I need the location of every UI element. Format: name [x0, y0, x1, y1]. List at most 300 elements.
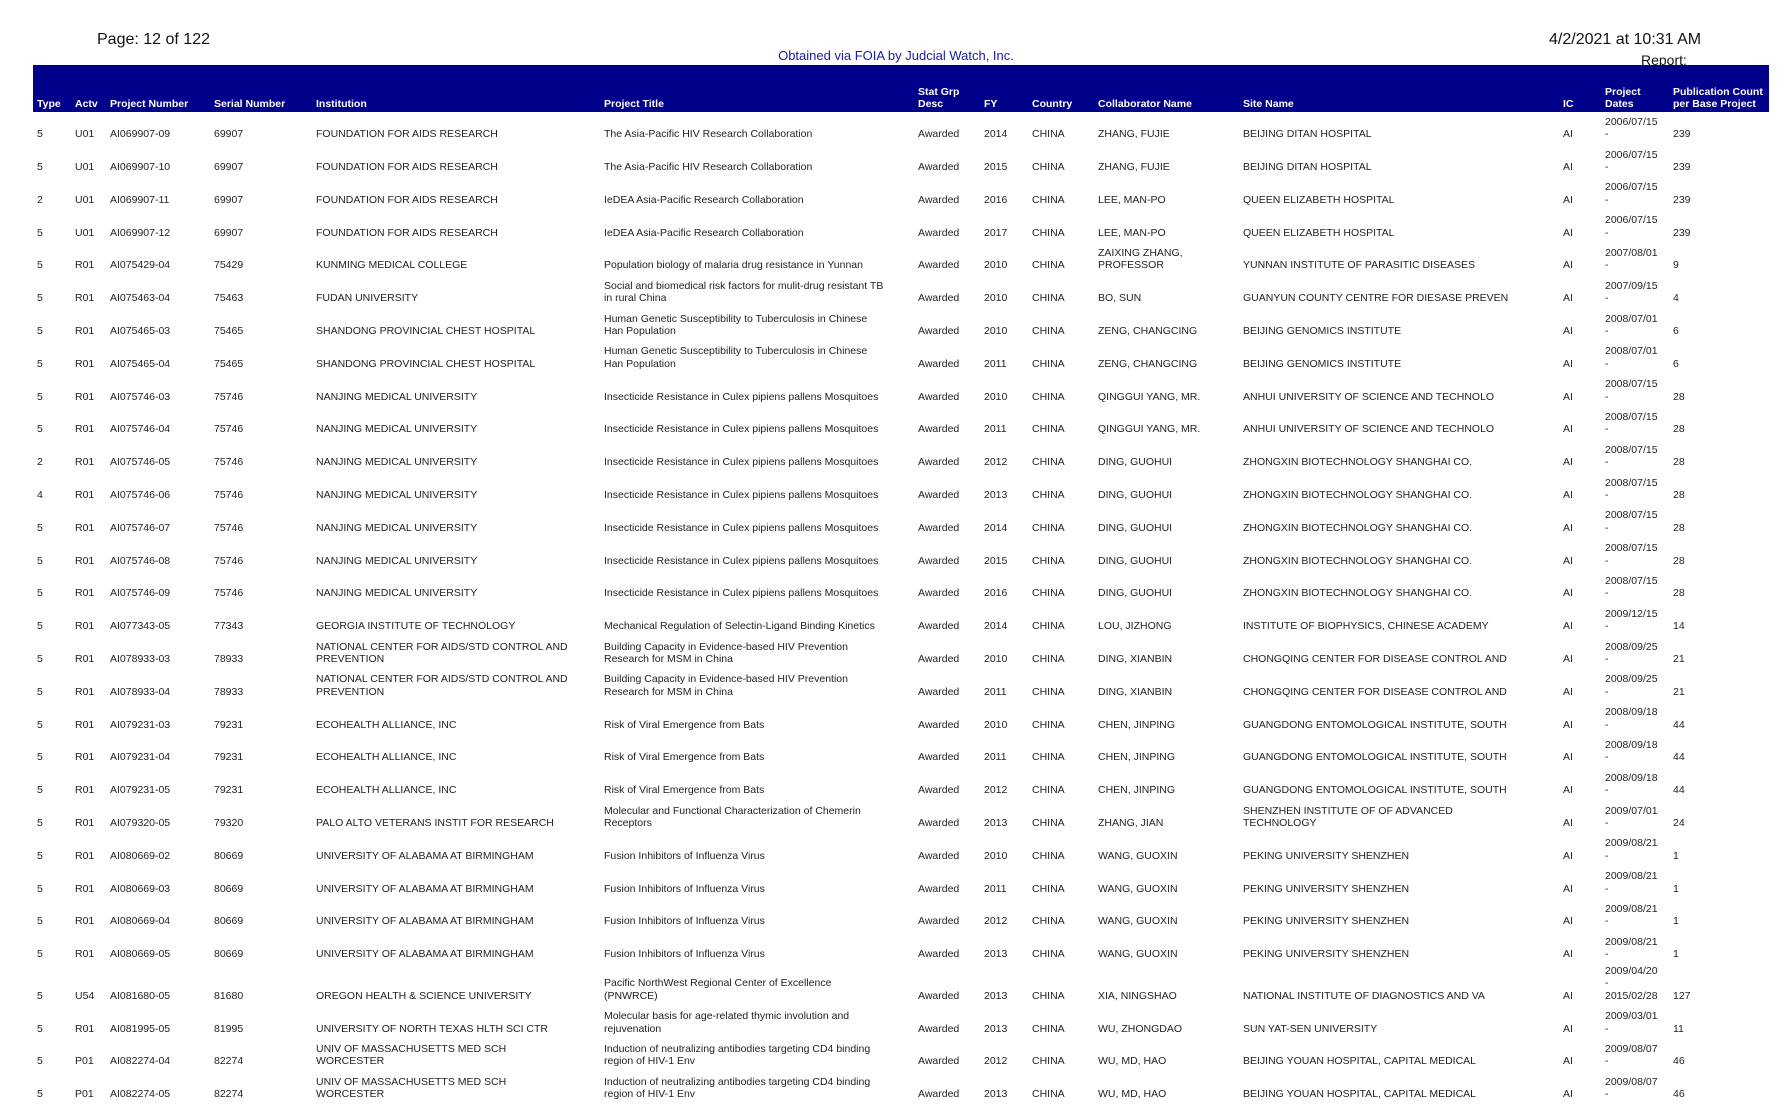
table-row: [33, 342, 1769, 375]
country-cell: CHINA: [1032, 784, 1065, 797]
country-cell: CHINA: [1032, 653, 1065, 666]
site-name-cell: GUANYUN COUNTY CENTRE FOR DIESASE PREVEN: [1243, 292, 1509, 305]
project-dates-cell: 2008/07/15 -: [1605, 378, 1658, 403]
institution-cell: ECOHEALTH ALLIANCE, INC: [316, 751, 457, 764]
project-dates-cell: 2009/08/07 -: [1605, 1075, 1658, 1101]
type-cell: 5: [37, 587, 43, 600]
serial-number-cell: 77343: [214, 620, 244, 633]
collaborator-cell: CHEN, JINPING: [1098, 751, 1176, 764]
ic-cell: AI: [1563, 620, 1573, 633]
collaborator-cell: DING, XIANBIN: [1098, 653, 1173, 666]
publication-count-cell: 28: [1673, 489, 1685, 502]
activity-cell: R01: [75, 357, 95, 370]
ic-cell: AI: [1563, 718, 1573, 731]
project-title-cell: Molecular and Functional Characterization of Chemerin Receptors: [604, 804, 861, 830]
fiscal-year-cell: 2011: [984, 685, 1007, 698]
type-cell: 5: [37, 259, 43, 272]
status-cell: Awarded: [918, 1022, 960, 1035]
project-title-cell: IeDEA Asia-Pacific Research Collaboration: [604, 226, 804, 239]
type-cell: 5: [37, 784, 43, 797]
project-dates-cell: 2008/09/18 -: [1605, 738, 1658, 764]
site-name-cell: PEKING UNIVERSITY SHENZHEN: [1243, 948, 1410, 961]
type-cell: 5: [37, 390, 43, 403]
country-cell: CHINA: [1032, 456, 1065, 469]
status-cell: Awarded: [918, 259, 960, 272]
serial-number-cell: 79231: [214, 751, 244, 764]
type-cell: 5: [37, 226, 43, 239]
site-name-cell: SHENZHEN INSTITUTE OF OF ADVANCED TECHNOLOGY: [1243, 804, 1453, 830]
fiscal-year-cell: 2011: [984, 357, 1007, 370]
project-dates-cell: 2007/08/01 -: [1605, 246, 1658, 272]
project-dates-cell: 2008/07/15 -: [1605, 476, 1658, 502]
table-row: [33, 178, 1769, 211]
type-cell: 5: [37, 423, 43, 436]
site-name-cell: ANHUI UNIVERSITY OF SCIENCE AND TECHNOLO: [1243, 390, 1495, 403]
ic-cell: AI: [1563, 587, 1573, 600]
project-number-cell: AI075463-04: [110, 292, 171, 305]
table-row: [33, 210, 1769, 243]
type-cell: 5: [37, 1055, 43, 1068]
collaborator-cell: ZHANG, FUJIE: [1098, 161, 1170, 174]
publication-count-cell: 1: [1673, 915, 1679, 928]
project-dates-cell: 2008/07/15 -: [1605, 443, 1658, 469]
activity-cell: U01: [75, 193, 95, 206]
status-cell: Awarded: [918, 587, 960, 600]
publication-count-cell: 239: [1673, 128, 1691, 141]
ic-cell: AI: [1563, 161, 1573, 174]
institution-cell: UNIV OF MASSACHUSETTS MED SCH WORCESTER: [316, 1042, 507, 1068]
project-number-cell: AI080669-04: [110, 915, 171, 928]
fiscal-year-cell: 2012: [984, 915, 1008, 928]
ic-cell: AI: [1563, 817, 1573, 830]
publication-count-cell: 21: [1673, 653, 1685, 666]
collaborator-cell: WU, MD, HAO: [1098, 1088, 1167, 1101]
ic-cell: AI: [1563, 292, 1573, 305]
site-name-cell: ZHONGXIN BIOTECHNOLOGY SHANGHAI CO.: [1243, 489, 1473, 502]
project-number-cell: AI075746-03: [110, 390, 171, 403]
project-number-cell: AI082274-04: [110, 1055, 171, 1068]
activity-cell: R01: [75, 882, 95, 895]
type-cell: 2: [37, 193, 43, 206]
status-cell: Awarded: [918, 456, 960, 469]
table-row: [33, 309, 1769, 342]
serial-number-cell: 69907: [214, 226, 244, 239]
activity-cell: R01: [75, 423, 95, 436]
project-dates-cell: 2008/09/25 -: [1605, 673, 1658, 698]
fiscal-year-cell: 2016: [984, 193, 1008, 206]
project-number-cell: AI078933-04: [110, 685, 171, 698]
status-cell: Awarded: [918, 325, 960, 338]
column-header: Publication Count per Base Project: [1673, 86, 1763, 110]
project-dates-cell: 2009/03/01 -: [1605, 1010, 1658, 1035]
institution-cell: NATIONAL CENTER FOR AIDS/STD CONTROL AND PREVENTION: [316, 640, 568, 666]
activity-cell: R01: [75, 784, 95, 797]
table-row: [33, 702, 1769, 735]
project-number-cell: AI075746-09: [110, 587, 171, 600]
project-title-cell: Social and biomedical risk factors for mulit-drug resistant TB in rural China: [604, 279, 884, 305]
activity-cell: R01: [75, 259, 95, 272]
ic-cell: AI: [1563, 128, 1573, 141]
project-title-cell: Fusion Inhibitors of Influenza Virus: [604, 915, 765, 928]
collaborator-cell: ZENG, CHANGCING: [1098, 357, 1198, 370]
country-cell: CHINA: [1032, 357, 1065, 370]
project-title-cell: Induction of neutralizing antibodies targeting CD4 binding region of HIV-1 Env: [604, 1042, 871, 1068]
site-name-cell: QUEEN ELIZABETH HOSPITAL: [1243, 226, 1395, 239]
fiscal-year-cell: 2013: [984, 948, 1008, 961]
collaborator-cell: CHEN, JINPING: [1098, 718, 1176, 731]
publication-count-cell: 28: [1673, 390, 1685, 403]
table-row: [33, 899, 1769, 932]
country-cell: CHINA: [1032, 390, 1065, 403]
table-row: [33, 276, 1769, 309]
publication-count-cell: 1: [1673, 849, 1679, 862]
institution-cell: UNIV OF MASSACHUSETTS MED SCH WORCESTER: [316, 1075, 507, 1101]
activity-cell: R01: [75, 685, 95, 698]
site-name-cell: QUEEN ELIZABETH HOSPITAL: [1243, 193, 1395, 206]
country-cell: CHINA: [1032, 521, 1065, 534]
ic-cell: AI: [1563, 915, 1573, 928]
institution-cell: GEORGIA INSTITUTE OF TECHNOLOGY: [316, 620, 516, 633]
country-cell: CHINA: [1032, 849, 1065, 862]
ic-cell: AI: [1563, 489, 1573, 502]
table-row: [33, 407, 1769, 440]
institution-cell: FOUNDATION FOR AIDS RESEARCH: [316, 161, 498, 174]
project-number-cell: AI081995-05: [110, 1022, 171, 1035]
serial-number-cell: 80669: [214, 849, 244, 862]
institution-cell: NANJING MEDICAL UNIVERSITY: [316, 423, 478, 436]
project-title-cell: Pacific NorthWest Regional Center of Excellence (PNWRCE): [604, 977, 832, 1002]
status-cell: Awarded: [918, 357, 960, 370]
project-dates-cell: 2006/07/15 -: [1605, 115, 1658, 141]
serial-number-cell: 75746: [214, 587, 244, 600]
serial-number-cell: 78933: [214, 685, 244, 698]
publication-count-cell: 44: [1673, 751, 1685, 764]
country-cell: CHINA: [1032, 259, 1065, 272]
table-row: [33, 604, 1769, 637]
publication-count-cell: 11: [1673, 1022, 1684, 1035]
status-cell: Awarded: [918, 751, 960, 764]
project-dates-cell: 2006/07/15 -: [1605, 214, 1658, 239]
collaborator-cell: WANG, GUOXIN: [1098, 915, 1178, 928]
status-cell: Awarded: [918, 161, 960, 174]
activity-cell: R01: [75, 456, 95, 469]
project-dates-cell: 2009/04/20 - 2015/02/28: [1605, 964, 1658, 1002]
institution-cell: ECOHEALTH ALLIANCE, INC: [316, 784, 457, 797]
project-dates-cell: 2006/07/15 -: [1605, 181, 1658, 206]
ic-cell: AI: [1563, 948, 1573, 961]
collaborator-cell: WANG, GUOXIN: [1098, 882, 1178, 895]
publication-count-cell: 28: [1673, 554, 1685, 567]
collaborator-cell: DING, GUOHUI: [1098, 456, 1173, 469]
type-cell: 5: [37, 989, 43, 1002]
activity-cell: R01: [75, 915, 95, 928]
country-cell: CHINA: [1032, 620, 1065, 633]
collaborator-cell: WU, MD, HAO: [1098, 1055, 1167, 1068]
type-cell: 5: [37, 948, 43, 961]
site-name-cell: PEKING UNIVERSITY SHENZHEN: [1243, 849, 1410, 862]
status-cell: Awarded: [918, 423, 960, 436]
project-title-cell: Fusion Inhibitors of Influenza Virus: [604, 882, 765, 895]
project-title-cell: Risk of Viral Emergence from Bats: [604, 784, 765, 797]
table-row: [33, 145, 1769, 178]
fiscal-year-cell: 2013: [984, 817, 1008, 830]
project-number-cell: AI069907-11: [110, 193, 170, 206]
ic-cell: AI: [1563, 1055, 1573, 1068]
project-number-cell: AI069907-12: [110, 226, 171, 239]
table-row: [33, 473, 1769, 506]
fiscal-year-cell: 2010: [984, 259, 1008, 272]
column-header: Actv: [75, 98, 98, 110]
column-header: Institution: [316, 98, 367, 110]
project-number-cell: AI075465-04: [110, 357, 171, 370]
country-cell: CHINA: [1032, 989, 1065, 1002]
activity-cell: U01: [75, 226, 95, 239]
table-row: [33, 243, 1769, 276]
fiscal-year-cell: 2010: [984, 292, 1008, 305]
activity-cell: R01: [75, 489, 95, 502]
project-title-cell: Insecticide Resistance in Culex pipiens pallens Mosquitoes: [604, 423, 879, 436]
activity-cell: R01: [75, 292, 95, 305]
project-title-cell: IeDEA Asia-Pacific Research Collaboration: [604, 193, 804, 206]
institution-cell: UNIVERSITY OF ALABAMA AT BIRMINGHAM: [316, 948, 534, 961]
project-title-cell: Molecular basis for age-related thymic involution and rejuvenation: [604, 1010, 850, 1035]
activity-cell: R01: [75, 849, 95, 862]
ic-cell: AI: [1563, 325, 1573, 338]
site-name-cell: ANHUI UNIVERSITY OF SCIENCE AND TECHNOLO: [1243, 423, 1495, 436]
type-cell: 5: [37, 521, 43, 534]
project-number-cell: AI081680-05: [110, 989, 171, 1002]
country-cell: CHINA: [1032, 718, 1065, 731]
table-row: [33, 768, 1769, 801]
table-row: [33, 670, 1769, 703]
collaborator-cell: XIA, NINGSHAO: [1098, 989, 1177, 1002]
status-cell: Awarded: [918, 784, 960, 797]
fiscal-year-cell: 2014: [984, 128, 1008, 141]
fiscal-year-cell: 2013: [984, 489, 1008, 502]
type-cell: 5: [37, 849, 43, 862]
project-dates-cell: 2009/08/07 -: [1605, 1042, 1658, 1068]
project-number-cell: AI079231-03: [110, 718, 171, 731]
project-number-cell: AI075746-04: [110, 423, 171, 436]
table-row: [33, 1072, 1769, 1105]
project-title-cell: Human Genetic Susceptibility to Tuberculosis in Chinese Han Population: [604, 345, 868, 370]
serial-number-cell: 75746: [214, 456, 244, 469]
table-row: [33, 374, 1769, 407]
activity-cell: R01: [75, 554, 95, 567]
ic-cell: AI: [1563, 357, 1573, 370]
type-cell: 5: [37, 325, 43, 338]
table-row: [33, 440, 1769, 473]
status-cell: Awarded: [918, 817, 960, 830]
serial-number-cell: 80669: [214, 882, 244, 895]
site-name-cell: ZHONGXIN BIOTECHNOLOGY SHANGHAI CO.: [1243, 456, 1473, 469]
site-name-cell: ZHONGXIN BIOTECHNOLOGY SHANGHAI CO.: [1243, 521, 1473, 534]
ic-cell: AI: [1563, 1022, 1573, 1035]
site-name-cell: INSTITUTE OF BIOPHYSICS, CHINESE ACADEMY: [1243, 620, 1489, 633]
activity-cell: R01: [75, 751, 95, 764]
serial-number-cell: 80669: [214, 948, 244, 961]
project-number-cell: AI079231-05: [110, 784, 171, 797]
institution-cell: SHANDONG PROVINCIAL CHEST HOSPITAL: [316, 357, 536, 370]
serial-number-cell: 75465: [214, 357, 244, 370]
column-header: Project Number: [110, 98, 189, 110]
project-number-cell: AI075465-03: [110, 325, 171, 338]
table-row: [33, 932, 1769, 965]
activity-cell: R01: [75, 521, 95, 534]
country-cell: CHINA: [1032, 685, 1065, 698]
activity-cell: R01: [75, 587, 95, 600]
table-row: [33, 112, 1769, 145]
publication-count-cell: 28: [1673, 423, 1685, 436]
serial-number-cell: 80669: [214, 915, 244, 928]
publication-count-cell: 21: [1673, 685, 1685, 698]
publication-count-cell: 6: [1673, 357, 1679, 370]
project-number-cell: AI075746-08: [110, 554, 171, 567]
serial-number-cell: 69907: [214, 193, 244, 206]
project-dates-cell: 2009/12/15 -: [1605, 607, 1658, 633]
table-header-row: [33, 65, 1769, 112]
institution-cell: ECOHEALTH ALLIANCE, INC: [316, 718, 457, 731]
project-title-cell: Mechanical Regulation of Selectin-Ligand Binding Kinetics: [604, 620, 875, 633]
institution-cell: UNIVERSITY OF NORTH TEXAS HLTH SCI CTR: [316, 1022, 549, 1035]
publication-count-cell: 44: [1673, 784, 1685, 797]
collaborator-cell: LOU, JIZHONG: [1098, 620, 1172, 633]
project-title-cell: Insecticide Resistance in Culex pipiens pallens Mosquitoes: [604, 521, 879, 534]
type-cell: 5: [37, 751, 43, 764]
ic-cell: AI: [1563, 259, 1573, 272]
project-dates-cell: 2008/09/18 -: [1605, 771, 1658, 797]
country-cell: CHINA: [1032, 161, 1065, 174]
fiscal-year-cell: 2015: [984, 161, 1008, 174]
table-row: [33, 538, 1769, 571]
collaborator-cell: DING, GUOHUI: [1098, 554, 1173, 567]
institution-cell: NANJING MEDICAL UNIVERSITY: [316, 521, 478, 534]
project-title-cell: Induction of neutralizing antibodies targeting CD4 binding region of HIV-1 Env: [604, 1075, 871, 1101]
ic-cell: AI: [1563, 193, 1573, 206]
type-cell: 5: [37, 653, 43, 666]
status-cell: Awarded: [918, 226, 960, 239]
fiscal-year-cell: 2012: [984, 784, 1008, 797]
publication-count-cell: 28: [1673, 587, 1685, 600]
publication-count-cell: 46: [1673, 1055, 1685, 1068]
publication-count-cell: 1: [1673, 948, 1679, 961]
collaborator-cell: ZENG, CHANGCING: [1098, 325, 1198, 338]
collaborator-cell: LEE, MAN-PO: [1098, 226, 1166, 239]
fiscal-year-cell: 2013: [984, 989, 1008, 1002]
ic-cell: AI: [1563, 423, 1573, 436]
ic-cell: AI: [1563, 882, 1573, 895]
site-name-cell: BEIJING DITAN HOSPITAL: [1243, 128, 1372, 141]
fiscal-year-cell: 2011: [984, 751, 1007, 764]
project-title-cell: Risk of Viral Emergence from Bats: [604, 718, 765, 731]
project-title-cell: Insecticide Resistance in Culex pipiens pallens Mosquitoes: [604, 554, 879, 567]
table-row: [33, 1039, 1769, 1072]
project-title-cell: Population biology of malaria drug resistance in Yunnan: [604, 259, 863, 272]
publication-count-cell: 4: [1673, 292, 1679, 305]
project-dates-cell: 2006/07/15 -: [1605, 148, 1658, 174]
country-cell: CHINA: [1032, 1088, 1065, 1101]
country-cell: CHINA: [1032, 292, 1065, 305]
ic-cell: AI: [1563, 653, 1573, 666]
page-number: Page: 12 of 122: [97, 31, 210, 48]
status-cell: Awarded: [918, 193, 960, 206]
collaborator-cell: ZAIXING ZHANG, PROFESSOR: [1098, 246, 1183, 272]
collaborator-cell: ZHANG, JIAN: [1098, 817, 1164, 830]
project-number-cell: AI075429-04: [110, 259, 171, 272]
serial-number-cell: 78933: [214, 653, 244, 666]
institution-cell: UNIVERSITY OF ALABAMA AT BIRMINGHAM: [316, 849, 534, 862]
status-cell: Awarded: [918, 989, 960, 1002]
project-title-cell: Risk of Viral Emergence from Bats: [604, 751, 765, 764]
activity-cell: R01: [75, 948, 95, 961]
collaborator-cell: DING, XIANBIN: [1098, 685, 1173, 698]
collaborator-cell: BO, SUN: [1098, 292, 1142, 305]
table-row: [33, 834, 1769, 867]
column-header: Type: [37, 98, 61, 110]
project-dates-cell: 2008/07/15 -: [1605, 542, 1658, 567]
collaborator-cell: ZHANG, FUJIE: [1098, 128, 1170, 141]
publication-count-cell: 239: [1673, 226, 1691, 239]
activity-cell: R01: [75, 1022, 95, 1035]
publication-count-cell: 46: [1673, 1088, 1685, 1101]
project-title-cell: Fusion Inhibitors of Influenza Virus: [604, 849, 765, 862]
report-datetime: 4/2/2021 at 10:31 AM: [1549, 31, 1702, 48]
site-name-cell: ZHONGXIN BIOTECHNOLOGY SHANGHAI CO.: [1243, 554, 1473, 567]
country-cell: CHINA: [1032, 193, 1065, 206]
institution-cell: FUDAN UNIVERSITY: [316, 292, 419, 305]
status-cell: Awarded: [918, 128, 960, 141]
serial-number-cell: 79320: [214, 817, 244, 830]
institution-cell: FOUNDATION FOR AIDS RESEARCH: [316, 128, 498, 141]
project-dates-cell: 2008/07/15 -: [1605, 509, 1658, 534]
ic-cell: AI: [1563, 989, 1573, 1002]
table-row: [33, 506, 1769, 539]
collaborator-cell: LEE, MAN-PO: [1098, 193, 1166, 206]
type-cell: 5: [37, 882, 43, 895]
institution-cell: NANJING MEDICAL UNIVERSITY: [316, 456, 478, 469]
project-dates-cell: 2007/09/15 -: [1605, 279, 1658, 305]
status-cell: Awarded: [918, 390, 960, 403]
type-cell: 2: [37, 456, 43, 469]
country-cell: CHINA: [1032, 915, 1065, 928]
institution-cell: UNIVERSITY OF ALABAMA AT BIRMINGHAM: [316, 882, 534, 895]
column-header: Collaborator Name: [1098, 98, 1192, 110]
country-cell: CHINA: [1032, 489, 1065, 502]
serial-number-cell: 75465: [214, 325, 244, 338]
site-name-cell: NATIONAL INSTITUTE OF DIAGNOSTICS AND VA: [1243, 989, 1485, 1002]
country-cell: CHINA: [1032, 226, 1065, 239]
country-cell: CHINA: [1032, 751, 1065, 764]
project-number-cell: AI080669-02: [110, 849, 171, 862]
collaborator-cell: DING, GUOHUI: [1098, 587, 1173, 600]
site-name-cell: BEIJING GENOMICS INSTITUTE: [1243, 325, 1402, 338]
publication-count-cell: 239: [1673, 161, 1691, 174]
collaborator-cell: WANG, GUOXIN: [1098, 849, 1178, 862]
collaborator-cell: QINGGUI YANG, MR.: [1098, 423, 1201, 436]
type-cell: 5: [37, 128, 43, 141]
ic-cell: AI: [1563, 784, 1573, 797]
foia-watermark: Obtained via FOIA by Judcial Watch, Inc.: [778, 48, 1014, 63]
activity-cell: P01: [75, 1088, 94, 1101]
project-title-cell: Insecticide Resistance in Culex pipiens pallens Mosquitoes: [604, 390, 879, 403]
publication-count-cell: 6: [1673, 325, 1679, 338]
fiscal-year-cell: 2013: [984, 1022, 1008, 1035]
serial-number-cell: 79231: [214, 784, 244, 797]
collaborator-cell: WANG, GUOXIN: [1098, 948, 1178, 961]
column-header: Stat Grp Desc: [918, 86, 960, 110]
publication-count-cell: 28: [1673, 456, 1685, 469]
activity-cell: R01: [75, 325, 95, 338]
